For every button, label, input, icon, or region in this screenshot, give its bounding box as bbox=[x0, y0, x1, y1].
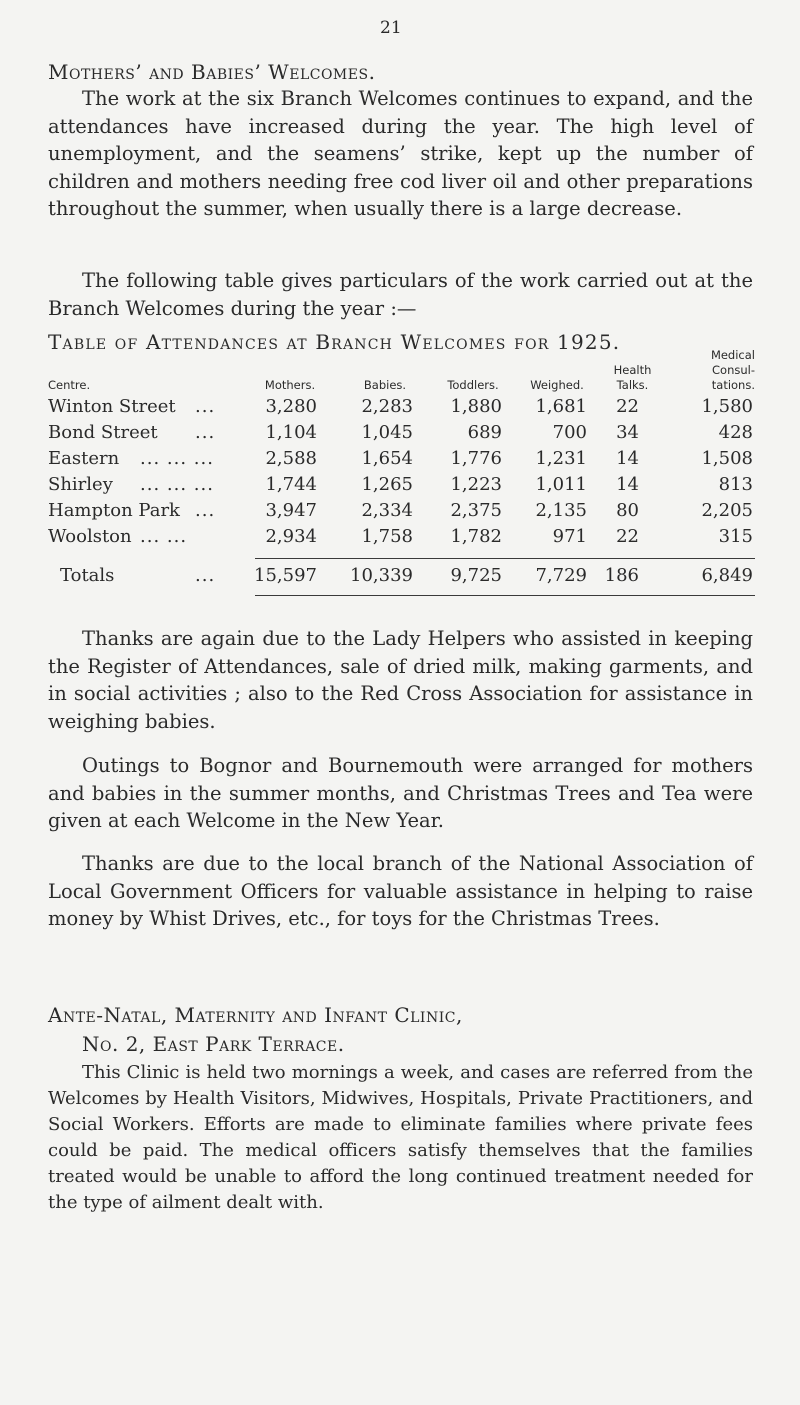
header-medical-consultations: Medical Consul- tations. bbox=[710, 348, 755, 392]
paragraph-outings: Outings to Bognor and Bournemouth were arranged for mothers and babies in the summer months, and Christmas Trees and Tea were given at each Welcome in the New Year. bbox=[48, 754, 753, 832]
section-subheading-address: No. 2, East Park Terrace. bbox=[82, 1032, 345, 1056]
table-totals-row: Totals ... 15,597 10,339 9,725 7,729 186 6,849 bbox=[60, 565, 753, 586]
totals-rule-bottom bbox=[255, 595, 755, 596]
table-row: Winton Street ... 3,280 2,283 1,880 1,681 22 1,580 bbox=[48, 396, 753, 417]
paragraph-nalgo: Thanks are due to the local branch of the National Association of Local Government Officers for valuable assistance in helping to raise money by Whist Drives, etc., for toys for the Christmas Trees. bbox=[48, 852, 753, 930]
page-number: 21 bbox=[380, 18, 402, 38]
table-title: Table of Attendances at Branch Welcomes for 1925. bbox=[48, 330, 621, 354]
table-row: Eastern ... ... ... 2,588 1,654 1,776 1,231 14 1,508 bbox=[48, 448, 753, 469]
header-weighed: Weighed. bbox=[530, 378, 584, 392]
table-row: Hampton Park ... 3,947 2,334 2,375 2,135 80 2,205 bbox=[48, 500, 753, 521]
header-toddlers: Toddlers. bbox=[447, 378, 499, 392]
table-row: Shirley ... ... ... 1,744 1,265 1,223 1,011 14 813 bbox=[48, 474, 753, 495]
table-row: Woolston ... ... 2,934 1,758 1,782 971 22 315 bbox=[48, 526, 753, 547]
table-row: Bond Street ... 1,104 1,045 689 700 34 428 bbox=[48, 422, 753, 443]
header-mothers: Mothers. bbox=[264, 378, 316, 392]
paragraph-table-intro: The following table gives particulars of the work carried out at the Branch Welcomes during the year :— bbox=[48, 269, 753, 320]
header-babies: Babies. bbox=[363, 378, 407, 392]
totals-rule-top bbox=[255, 558, 755, 559]
paragraph-intro: The work at the six Branch Welcomes continues to expand, and the attendances have increased during the year. The high level of unemployment, and the seamens’ strike, kept up the number of children and mothers needing free cod liver oil and other preparations throughout the summer, when usually there is a large decrease. bbox=[48, 87, 753, 220]
section-heading-clinic: Ante-Natal, Maternity and Infant Clinic, bbox=[48, 1003, 463, 1027]
header-health-talks: Health Talks. bbox=[613, 363, 652, 392]
header-centre: Centre. bbox=[48, 378, 91, 392]
paragraph-lady-helpers: Thanks are again due to the Lady Helpers who assisted in keeping the Register of Attendances, sale of dried milk, making garments, and in social activities ; also to the Red Cross Association for assistance in weighing babies. bbox=[48, 627, 753, 733]
section-heading-welcomes: Mothers’ and Babies’ Welcomes. bbox=[48, 60, 376, 84]
paragraph-clinic: This Clinic is held two mornings a week, and cases are referred from the Welcomes by Health Visitors, Midwives, Hospitals, Private Practitioners, and Social Workers. Efforts are made to eliminate families where private fees could be paid. The medical officers satisfy themselves that the families treated would be unable to afford the long continued treatment needed for the type of ailment dealt with. bbox=[48, 1062, 753, 1213]
